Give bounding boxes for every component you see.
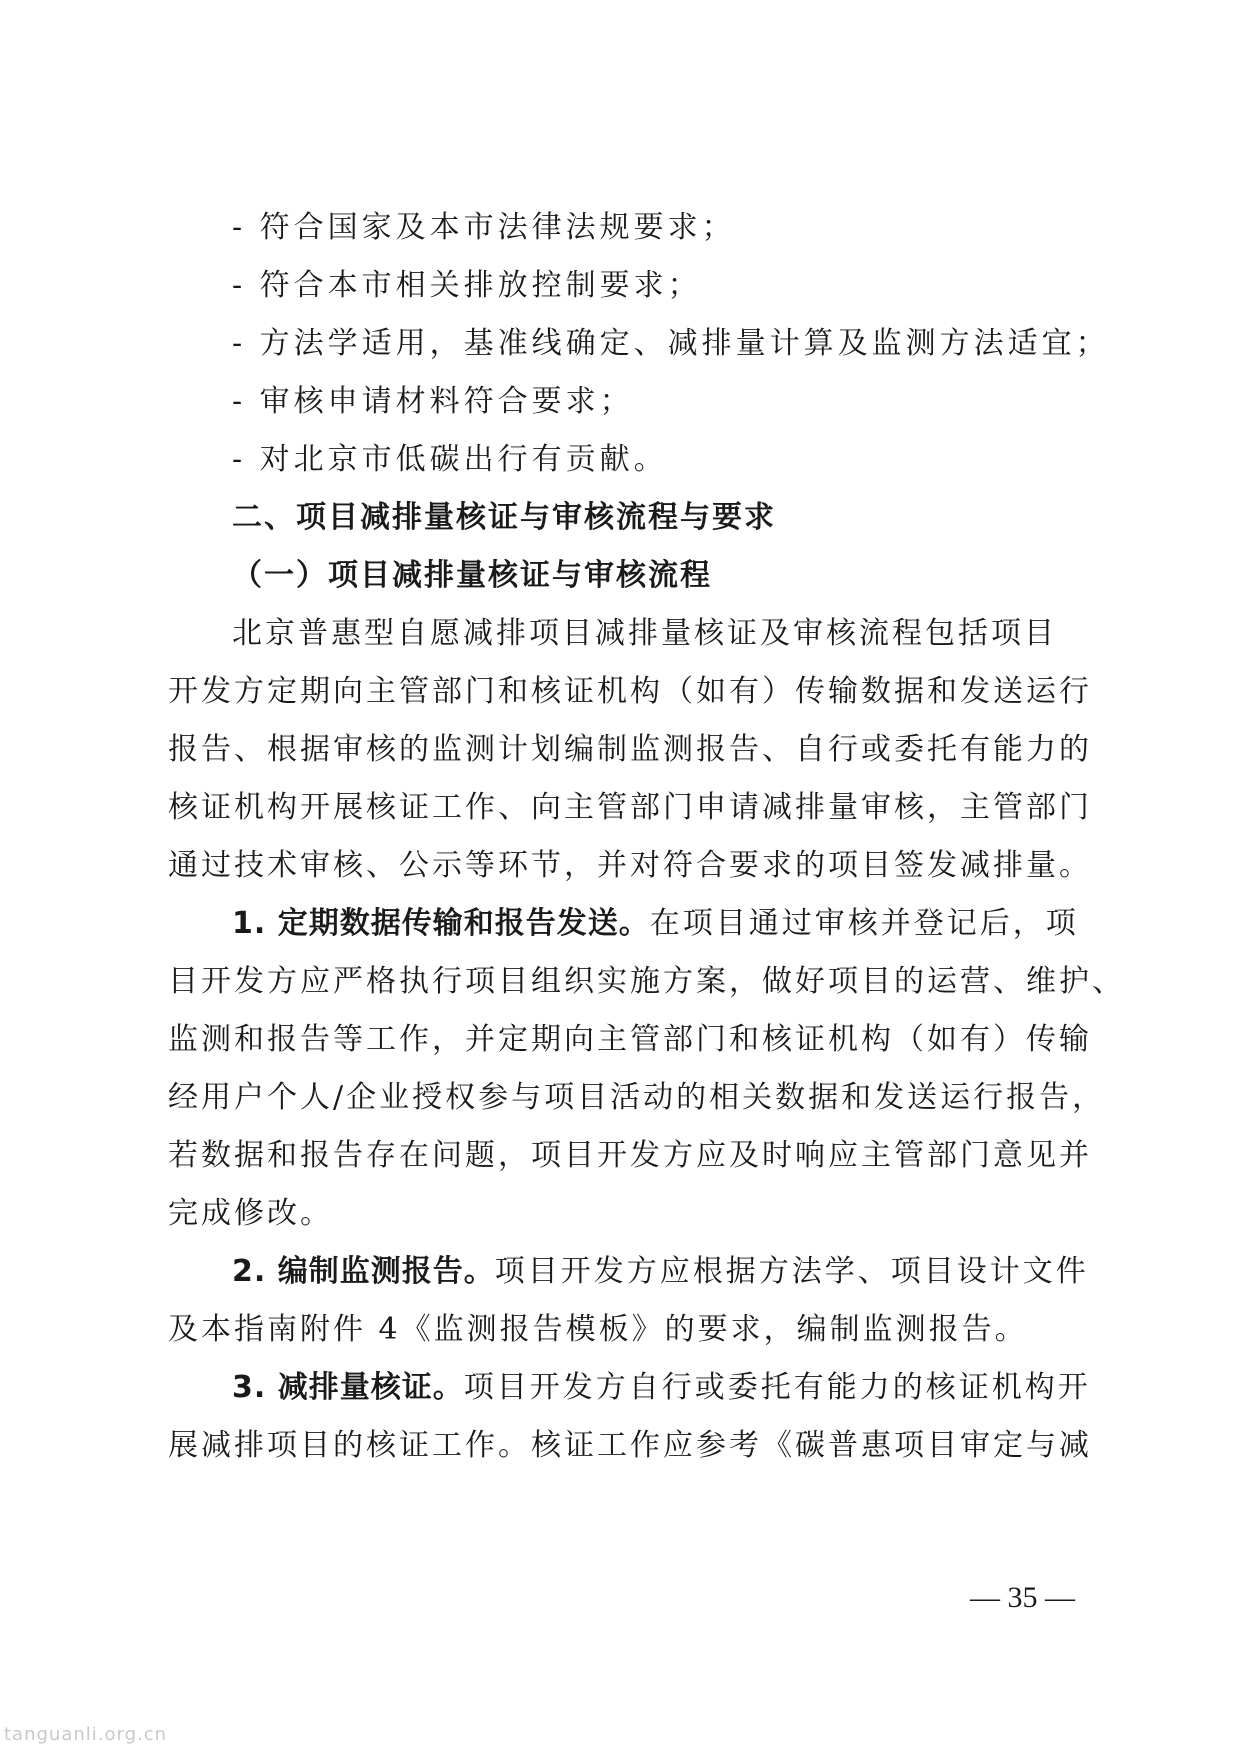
- paragraph-line: 核证机构开展核证工作、向主管部门申请减排量审核，主管部门: [168, 790, 1092, 825]
- watermark: tanguanli.org.cn: [4, 1724, 168, 1745]
- requirement-item: - 对北京市低碳出行有贡献。: [232, 442, 668, 477]
- paragraph-line: 及本指南附件 4《监测报告模板》的要求，编制监测报告。: [168, 1312, 1028, 1347]
- requirement-item: - 方法学适用，基准线确定、减排量计算及监测方法适宜；: [232, 326, 1110, 361]
- section-heading: 二、项目减排量核证与审核流程与要求: [232, 500, 776, 535]
- requirement-item: - 符合国家及本市法律法规要求；: [232, 210, 736, 245]
- paragraph-line: 目开发方应严格执行项目组织实施方案，做好项目的运营、维护、: [168, 964, 1125, 999]
- subsection-heading: （一）项目减排量核证与审核流程: [232, 558, 712, 593]
- step-1-lead: 1. 定期数据传输和报告发送。: [232, 906, 650, 941]
- page-number: — 35 —: [970, 1581, 1075, 1614]
- step-3-first-line: [232, 1366, 1162, 1410]
- paragraph-line: 开发方定期向主管部门和核证机构（如有）传输数据和发送运行: [168, 674, 1092, 709]
- step-2-first-line: [232, 1250, 1162, 1294]
- requirement-item: - 符合本市相关排放控制要求；: [232, 268, 702, 303]
- paragraph-line: 若数据和报告存在问题，项目开发方应及时响应主管部门意见并: [168, 1138, 1092, 1173]
- step-2-lead: 2. 编制监测报告。: [232, 1254, 495, 1289]
- requirement-item: - 审核申请材料符合要求；: [232, 384, 634, 419]
- paragraph-line: 完成修改。: [168, 1196, 333, 1231]
- step-2-text: 项目开发方应根据方法学、项目设计文件: [494, 1254, 1089, 1289]
- paragraph-line: 经用户个人/企业授权参与项目活动的相关数据和发送运行报告，: [168, 1080, 1106, 1115]
- step-1-text: 在项目通过审核并登记后，项: [649, 906, 1079, 941]
- step-3-text: 项目开发方自行或委托有能力的核证机构开: [463, 1370, 1091, 1405]
- step-1-first-line: [232, 902, 1162, 946]
- step-3-lead: 3. 减排量核证。: [232, 1370, 464, 1405]
- paragraph-line: 通过技术审核、公示等环节，并对符合要求的项目签发减排量。: [168, 848, 1092, 883]
- paragraph-line: 报告、根据审核的监测计划编制监测报告、自行或委托有能力的: [168, 732, 1092, 767]
- paragraph-line: 北京普惠型自愿减排项目减排量核证及审核流程包括项目: [232, 616, 1057, 651]
- paragraph-line: 监测和报告等工作，并定期向主管部门和核证机构（如有）传输: [168, 1022, 1092, 1057]
- paragraph-line: 展减排项目的核证工作。核证工作应参考《碳普惠项目审定与减: [168, 1428, 1092, 1463]
